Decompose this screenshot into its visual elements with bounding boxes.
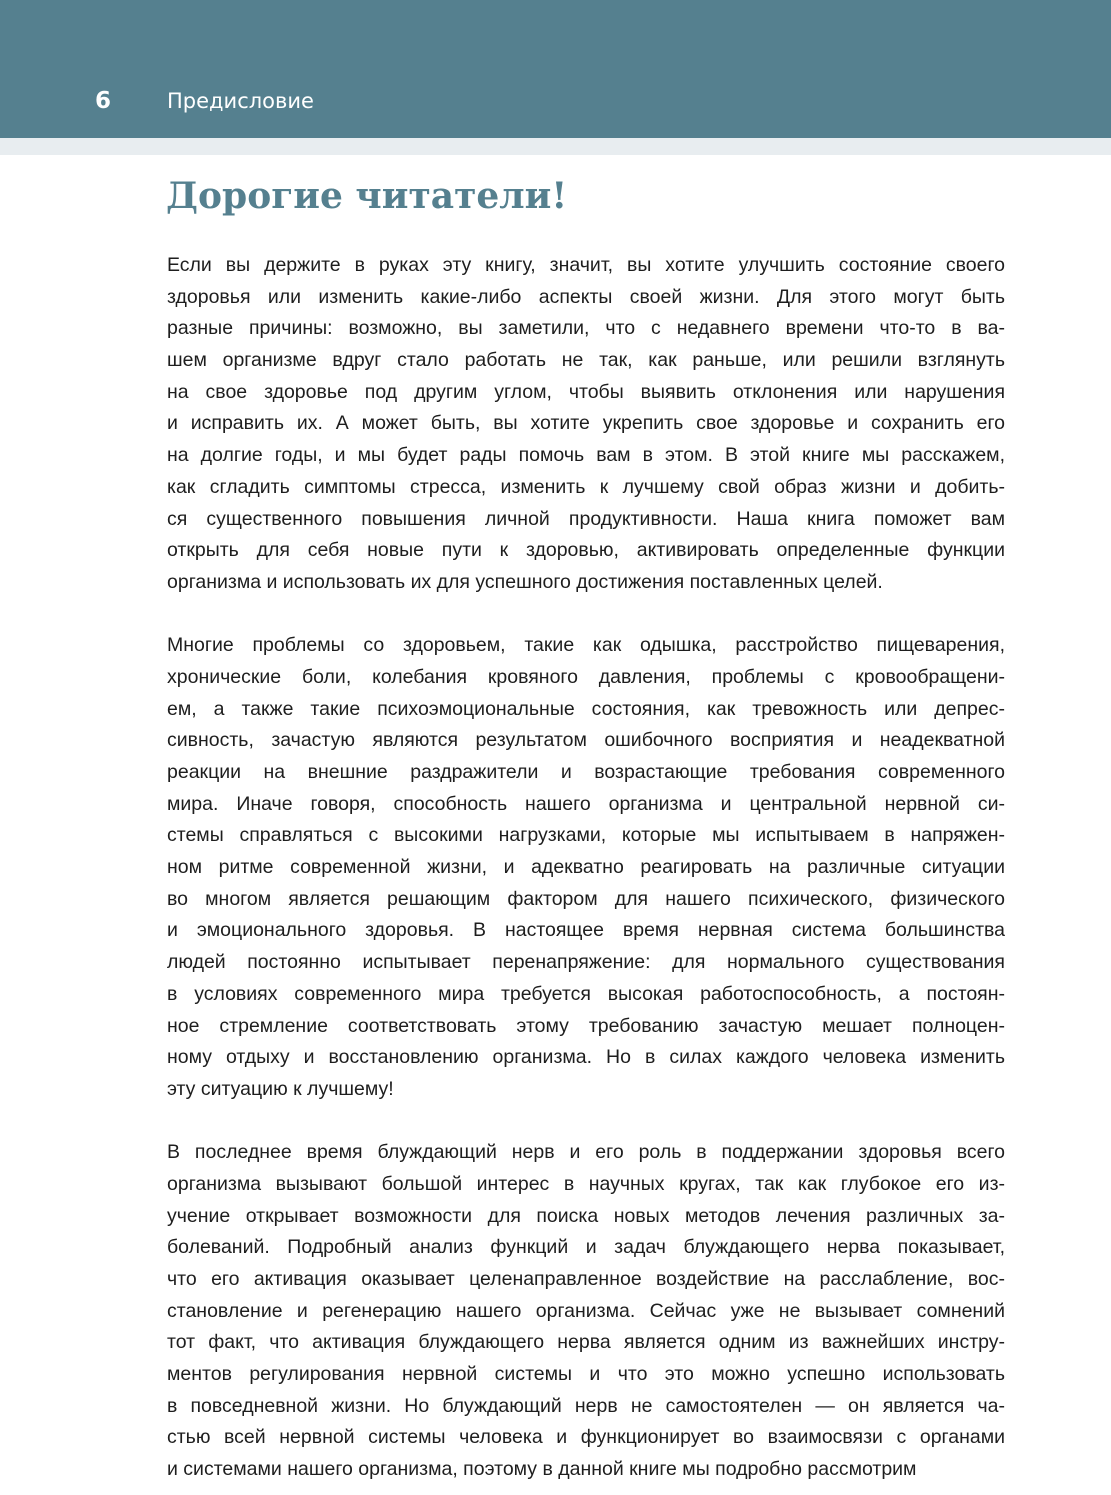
- text-line: Если вы держите в руках эту книгу, значит, вы хотите улучшить состояние своего: [167, 254, 1005, 276]
- paragraph-gap: [167, 1106, 1005, 1138]
- paragraph: [167, 630, 1005, 1105]
- text-line: в повседневной жизни. Но блуждающий нерв не самостоятелен — он является ча-: [167, 1394, 1005, 1417]
- body-text: [167, 250, 1005, 1486]
- text-line: шем организме вдруг стало работать не так, как раньше, или решили взглянуть: [167, 349, 1005, 372]
- text-line: организма и использовать их для успешного достижения поставленных целей.: [167, 570, 883, 593]
- text-line: стью всей нервной системы человека и функционирует во взаимосвязи с органами: [167, 1426, 1005, 1449]
- text-line: ем, а также такие психоэмоциональные состояния, как тревожность или депрес-: [167, 697, 1005, 720]
- text-line: во многом является решающим фактором для нашего психического, физического: [167, 887, 1005, 910]
- text-line: В последнее время блуждающий нерв и его роль в поддержании здоровья всего: [167, 1141, 1005, 1164]
- text-line: ментов регулирования нервной системы и что это можно успешно использовать: [167, 1363, 1005, 1386]
- text-line: на свое здоровье под другим углом, чтобы выявить отклонения или нарушения: [167, 380, 1005, 403]
- text-line: в условиях современного мира требуется высокая работоспособность, а постоян-: [167, 982, 1005, 1005]
- text-line: организма вызывают большой интерес в научных кругах, так как глубокое его из-: [167, 1172, 1005, 1195]
- text-line: открыть для себя новые пути к здоровью, активировать определенные функции: [167, 539, 1005, 562]
- text-line: ся существенного повышения личной продуктивности. Наша книга поможет вам: [167, 507, 1005, 530]
- text-line: что его активация оказывает целенаправленное воздействие на расслабление, вос-: [167, 1268, 1005, 1290]
- text-line: ном ритме современной жизни, и адекватно реагировать на различные ситуации: [167, 856, 1005, 879]
- text-line: ному отдыху и восстановлению организма. Но в силах каждого человека изменить: [167, 1046, 1005, 1069]
- text-line: мира. Иначе говоря, способность нашего организма и центральной нервной си-: [167, 792, 1005, 815]
- text-line: и исправить их. А может быть, вы хотите укрепить свое здоровье и сохранить его: [167, 412, 1005, 435]
- paragraph: [167, 250, 1005, 599]
- text-line: разные причины: возможно, вы заметили, что с недавнего времени что-то в ва-: [167, 317, 1005, 340]
- page-heading: Дорогие читатели!: [166, 175, 568, 217]
- text-line: становление и регенерацию нашего организма. Сейчас уже не вызывает сомнений: [167, 1299, 1005, 1322]
- text-line: и эмоционального здоровья. В настоящее время нервная система большинства: [167, 919, 1005, 942]
- text-line: как сгладить симптомы стресса, изменить к лучшему свой образ жизни и добить-: [167, 475, 1005, 498]
- text-line: Многие проблемы со здоровьем, такие как одышка, расстройство пищеварения,: [167, 634, 1005, 657]
- text-line: болеваний. Подробный анализ функций и задач блуждающего нерва показывает,: [167, 1236, 1005, 1259]
- text-line: на долгие годы, и мы будет рады помочь вам в этом. В этой книге мы расскажем,: [167, 444, 1005, 467]
- text-line: людей постоянно испытывает перенапряжение: для нормального существования: [167, 951, 1005, 974]
- text-line: эту ситуацию к лучшему!: [167, 1077, 394, 1100]
- page-number: 6: [95, 88, 112, 114]
- text-line: тот факт, что активация блуждающего нерва является одним из важнейших инстру-: [167, 1331, 1005, 1354]
- header-stripe: [0, 138, 1111, 155]
- text-line: учение открывает возможности для поиска новых методов лечения различных за-: [167, 1204, 1005, 1227]
- text-line: здоровья или изменить какие-либо аспекты своей жизни. Для этого могут быть: [167, 285, 1005, 308]
- text-line: хронические боли, колебания кровяного давления, проблемы с кровообращени-: [167, 665, 1005, 688]
- text-line: сивность, зачастую являются результатом ошибочного восприятия и неадекватной: [167, 729, 1005, 752]
- paragraph: [167, 1137, 1005, 1486]
- paragraph-gap: [167, 599, 1005, 631]
- text-line: реакции на внешние раздражители и возрастающие требования современного: [167, 761, 1005, 783]
- page-header: [0, 0, 1111, 138]
- text-line: стемы справляться с высокими нагрузками, которые мы испытываем в напряжен-: [167, 824, 1005, 847]
- text-line: ное стремление соответствовать этому требованию зачастую мешает полноцен-: [167, 1014, 1005, 1037]
- text-line: и системами нашего организма, поэтому в данной книге мы подробно рассмотрим: [167, 1458, 917, 1481]
- section-title: Предисловие: [167, 89, 314, 113]
